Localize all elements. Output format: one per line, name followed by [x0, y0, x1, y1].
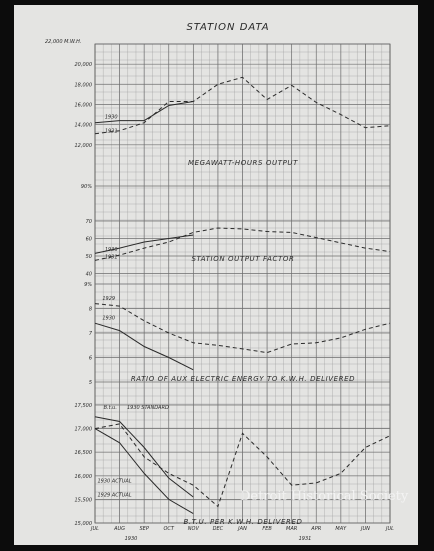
page-title: STATION DATA: [186, 22, 270, 33]
series-label: 1929: [102, 295, 116, 302]
y-tick-label: 16,000: [74, 102, 92, 109]
month-tick-label: FEB: [262, 526, 272, 532]
y-tick-label: 15,000: [74, 521, 92, 527]
y-tick-label: 15,500: [74, 497, 92, 504]
y-tick-label: 70: [85, 219, 92, 225]
y-tick-label: 6: [88, 355, 92, 362]
series-label: 1929 ACTUAL: [97, 492, 132, 499]
series-label: 1930: [102, 315, 116, 322]
panel-title: MEGAWATT-HOURS OUTPUT: [187, 159, 299, 167]
month-tick-label: OCT: [163, 526, 174, 532]
y-tick-label: 17,500: [74, 403, 92, 409]
y-tick-label: 5: [88, 380, 92, 386]
series-label: 1930: [104, 246, 118, 253]
graph-grid: [95, 44, 390, 523]
series-label: 1931: [104, 128, 118, 135]
month-tick-label: JUL: [386, 526, 394, 532]
month-tick-label: MAY: [335, 526, 347, 532]
panel-title: RATIO OF AUX ELECTRIC ENERGY TO K.W.H. DELIVERED: [130, 375, 356, 383]
watermark: Detroit Historical Society: [240, 489, 409, 504]
panel-title: STATION OUTPUT FACTOR: [191, 255, 295, 263]
month-tick-label: JUN: [360, 526, 370, 532]
y-tick-label: 9%: [84, 282, 92, 288]
series-label: 1930: [104, 114, 118, 121]
y-tick-label: 14,000: [74, 122, 92, 129]
month-tick-label: DEC: [212, 526, 224, 532]
y-tick-label: 16,000: [74, 473, 92, 480]
month-tick-label: MAR: [286, 526, 298, 532]
series-label: B.t.u.: [103, 404, 117, 411]
year-label: 1931: [298, 536, 312, 542]
series-label: 1930 ACTUAL: [97, 478, 132, 485]
month-tick-label: APR: [311, 526, 322, 532]
month-tick-label: SEP: [139, 526, 149, 532]
series-label: 1931: [104, 254, 118, 261]
series-label: 1930 STANDARD: [126, 404, 169, 411]
y-tick-label: 90%: [80, 184, 92, 190]
plot-area: [45, 39, 394, 542]
month-tick-label: JUL: [91, 526, 99, 532]
year-label: 1930: [124, 536, 138, 542]
y-tick-label: 40: [85, 271, 92, 278]
month-tick-label: JAN: [238, 526, 247, 532]
y-tick-label: 18,000: [74, 82, 92, 89]
y-tick-label: 22,000 M.W.H.: [45, 39, 82, 45]
panel-title: B.T.U. PER K.W.H. DELIVERED: [183, 518, 303, 526]
y-tick-label: 60: [85, 236, 92, 243]
month-tick-label: NOV: [187, 526, 199, 532]
y-tick-label: 12,000: [74, 142, 92, 149]
y-tick-label: 16,500: [74, 450, 92, 457]
month-tick-label: AUG: [114, 526, 126, 532]
y-tick-label: 7: [88, 331, 92, 337]
y-tick-label: 50: [85, 254, 92, 260]
y-tick-label: 17,000: [74, 426, 92, 433]
y-tick-label: 8: [88, 306, 92, 313]
y-tick-label: 20,000: [74, 62, 92, 69]
